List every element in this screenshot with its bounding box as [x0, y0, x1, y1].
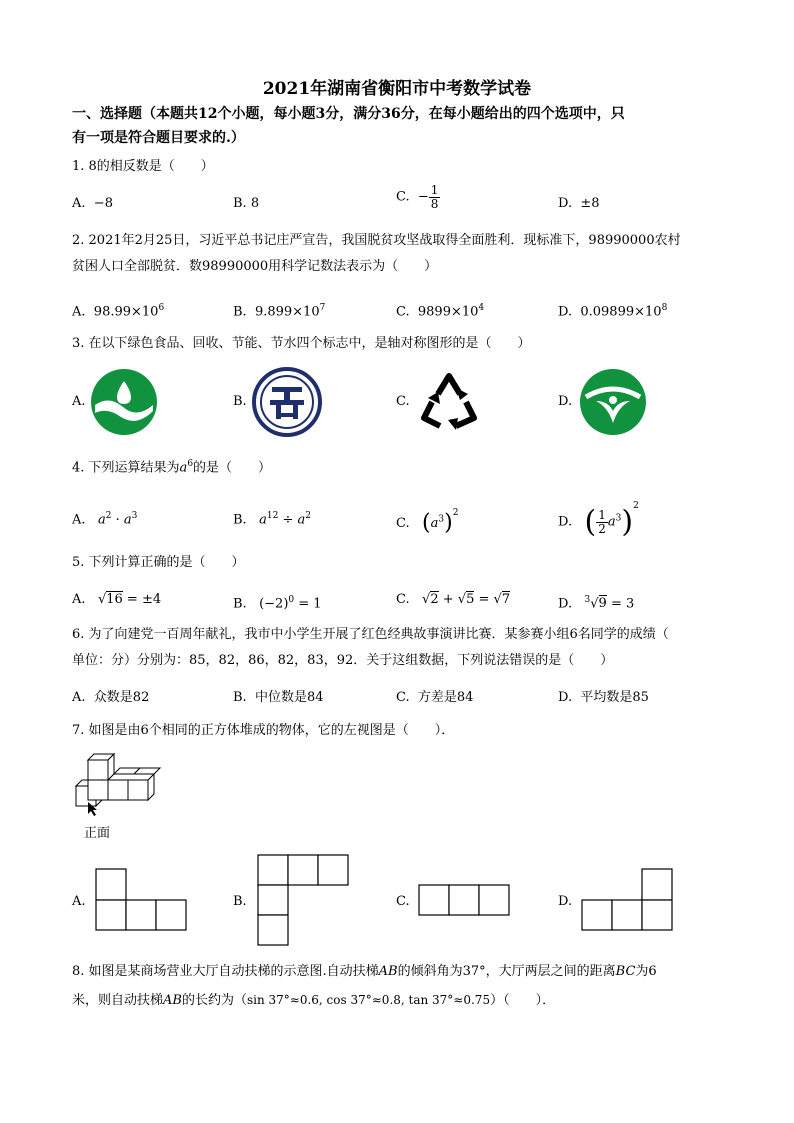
- page-title: 2021年湖南省衡阳市中考数学试卷: [262, 79, 532, 99]
- exponent: 2: [633, 501, 639, 511]
- sqrt-icon: √: [493, 592, 502, 607]
- fraction: [429, 184, 441, 211]
- variable: a: [123, 512, 132, 528]
- operator: =: [474, 592, 494, 607]
- option-label: D.: [558, 196, 573, 211]
- option-value: 9899×10: [417, 304, 479, 320]
- q4-option-c[interactable]: [396, 503, 458, 534]
- section-heading: [72, 102, 732, 150]
- option-value: 众数是82: [93, 690, 150, 705]
- q5-option-d[interactable]: [558, 590, 634, 614]
- paren-open: (: [584, 504, 597, 540]
- option-value: 平均数是85: [580, 690, 649, 705]
- operator: ÷: [282, 512, 294, 528]
- q4-option-a[interactable]: [72, 506, 137, 530]
- variable: a: [259, 512, 267, 528]
- exponent: 3: [131, 511, 138, 521]
- option-value: 0.09899×10: [580, 304, 662, 320]
- green-food-logo-icon[interactable]: [89, 367, 159, 437]
- q6-line1: 6. 为了向建党一百周年献礼，我市中小学生开展了红色经典故事演讲比赛．某参赛小组6名同学的成绩（: [72, 627, 669, 642]
- text: 8. 如图是某商场营业大厅自动扶梯的示意图.自动扶梯: [72, 964, 379, 979]
- option-label: A.: [72, 592, 86, 607]
- radicand: 2: [430, 592, 439, 607]
- root-index: 3: [584, 595, 591, 605]
- segment-ab: AB: [163, 993, 182, 1008]
- variable: a: [97, 512, 106, 528]
- energy-saving-logo-icon[interactable]: [252, 367, 322, 437]
- minus-sign: −: [417, 189, 429, 205]
- q6-line2: 单位：分）分别为：85，82，86，82，83，92．关于这组数据，下列说法错误的是（ ）: [72, 653, 614, 668]
- exponent: 4: [478, 303, 485, 313]
- variable: a: [297, 512, 306, 528]
- q1-option-b[interactable]: [233, 194, 259, 214]
- exponent: 8: [661, 303, 668, 313]
- expression-rest: = 1: [294, 596, 322, 612]
- paren-open: (: [422, 510, 431, 536]
- q2-option-a[interactable]: [72, 298, 164, 322]
- q7-option-c-figure[interactable]: [418, 884, 511, 917]
- question-2-stem: [72, 228, 732, 280]
- exponent: 2: [105, 511, 112, 521]
- text: 为6: [635, 964, 657, 979]
- sqrt-icon: √: [590, 596, 599, 612]
- expression-rest: = ±4: [126, 592, 162, 607]
- q7-option-b-figure[interactable]: [257, 854, 350, 948]
- q2-option-c[interactable]: [396, 298, 484, 322]
- trig-values: sin 37°≈0.6, cos 37°≈0.8, tan 37°≈0.75: [246, 993, 491, 1007]
- option-label: D.: [558, 514, 573, 530]
- variable: a: [179, 460, 188, 476]
- operator: +: [438, 592, 458, 607]
- text: ）（ ）．: [490, 993, 556, 1008]
- q2-line1: 2. 2021年2月25日，习近平总书记庄严宣告，我国脱贫攻坚战取得全面胜利．现标准下，98990000农村: [72, 233, 681, 248]
- option-label: D.: [558, 304, 573, 320]
- radicand: 7: [501, 592, 511, 607]
- q1-option-d[interactable]: [558, 194, 600, 214]
- exponent: 3: [615, 513, 622, 524]
- option-label: A.: [72, 512, 86, 528]
- radicand: 16: [106, 592, 123, 607]
- variable: a: [430, 516, 439, 531]
- option-label: C.: [396, 516, 410, 531]
- operator: ·: [115, 512, 120, 528]
- option-label: B.: [233, 596, 247, 612]
- q5-option-b[interactable]: [233, 590, 322, 614]
- q2-line2: 贫困人口全部脱贫．数98990000用科学记数法表示为（ ）: [72, 259, 438, 274]
- q7-option-c-label: C.: [396, 894, 410, 909]
- section-heading-line1: 一、选择题（本题共12个小题，每小题3分，满分36分，在每小题给出的四个选项中，只: [72, 106, 625, 122]
- q1-option-a[interactable]: [72, 194, 113, 214]
- q3-option-a-label: A.: [72, 394, 86, 409]
- q4-stem-text-end: 的是（ ）: [193, 460, 272, 476]
- fraction: [596, 509, 608, 536]
- question-8-stem: [72, 958, 732, 1015]
- exponent: 7: [319, 303, 326, 313]
- fraction-denominator: 2: [598, 522, 606, 536]
- option-label: B.: [233, 512, 247, 528]
- question-4-stem: [72, 451, 732, 481]
- exponent: 6: [158, 303, 165, 313]
- option-value: −8: [93, 196, 113, 211]
- q6-option-b[interactable]: [233, 688, 324, 708]
- q7-option-a-label: A.: [72, 894, 86, 909]
- q7-option-d-figure[interactable]: [581, 868, 674, 932]
- sqrt-icon: √: [422, 592, 431, 607]
- paren-close: ): [621, 504, 634, 540]
- option-label: B.: [233, 690, 247, 705]
- option-label: A.: [72, 690, 86, 705]
- q5-option-a[interactable]: [72, 590, 161, 610]
- expression-base: (−2): [259, 596, 289, 612]
- q3-option-c-label: C.: [396, 394, 410, 409]
- option-value: 8: [250, 196, 260, 211]
- q8-line2: [72, 986, 732, 1015]
- exponent: 0: [288, 595, 295, 605]
- q1-option-c[interactable]: [396, 184, 440, 211]
- q7-option-d-label: D.: [558, 894, 573, 909]
- segment-bc: BC: [615, 964, 636, 979]
- question-7-stem: 7. 如图是由6个相同的正方体堆成的物体，它的左视图是（ ）．: [72, 723, 455, 738]
- text: 米，则自动扶梯: [72, 993, 164, 1008]
- exponent: 3: [438, 514, 445, 525]
- recycle-logo-icon[interactable]: [416, 368, 482, 434]
- q4-stem-text: 4. 下列运算结果为: [72, 460, 180, 476]
- q2-option-d[interactable]: [558, 298, 667, 322]
- q3-option-b-label: B.: [233, 394, 247, 409]
- q6-option-c[interactable]: [396, 688, 473, 708]
- q8-line1: [72, 958, 732, 986]
- exponent: 12: [266, 511, 279, 521]
- option-value: 方差是84: [417, 690, 474, 705]
- segment-ab: AB: [378, 964, 398, 979]
- q2-option-b[interactable]: [233, 298, 325, 322]
- question-1-stem: 1. 8的相反数是（ ）: [72, 159, 214, 174]
- variable: a: [607, 514, 616, 530]
- exponent: 2: [305, 511, 311, 521]
- option-label: C.: [396, 304, 410, 320]
- radicand: 5: [466, 592, 475, 607]
- question-3-stem: 3. 在以下绿色食品、回收、节能、节水四个标志中，是轴对称图形的是（ ）: [72, 336, 531, 351]
- sqrt-icon: √: [457, 592, 467, 607]
- expression-rest: = 3: [606, 596, 635, 612]
- option-label: C.: [396, 189, 410, 205]
- option-label: D.: [558, 596, 573, 612]
- q5-option-c[interactable]: [396, 590, 510, 610]
- paren-close: ): [444, 510, 453, 536]
- exponent: 6: [187, 459, 194, 469]
- option-label: B.: [233, 196, 247, 211]
- water-saving-logo-icon[interactable]: [578, 367, 648, 437]
- q3-option-d-label: D.: [558, 394, 573, 409]
- option-value: 中位数是84: [254, 690, 324, 705]
- fraction-denominator: 8: [430, 197, 439, 211]
- option-label: D.: [558, 690, 573, 705]
- option-value: ±8: [580, 196, 600, 211]
- fraction-numerator: 1: [430, 183, 439, 197]
- option-label: A.: [72, 304, 86, 320]
- cube-stack-figure: [72, 752, 167, 824]
- radicand: 9: [598, 596, 607, 612]
- option-label: A.: [72, 196, 86, 211]
- q6-option-d[interactable]: [558, 688, 649, 708]
- fraction-numerator: 1: [598, 508, 606, 522]
- option-value: 98.99×10: [93, 304, 159, 320]
- option-label: C.: [396, 592, 410, 607]
- section-heading-line2: 有一项是符合题目要求的.）: [72, 130, 245, 146]
- q4-option-d[interactable]: [558, 496, 639, 540]
- question-5-stem: 5. 下列计算正确的是（ ）: [72, 555, 245, 570]
- option-label: C.: [396, 690, 410, 705]
- q7-option-b-label: B.: [233, 894, 247, 909]
- q4-option-b[interactable]: [233, 506, 311, 530]
- option-value: 9.899×10: [254, 304, 320, 320]
- exponent: 2: [452, 508, 459, 518]
- option-label: B.: [233, 304, 247, 320]
- q7-option-a-figure[interactable]: [95, 868, 188, 932]
- front-view-label: 正面: [84, 826, 111, 841]
- question-6-stem: [72, 622, 732, 674]
- text: 的倾斜角为37°，大厅两层之间的距离: [397, 964, 616, 979]
- text: 的长约为（: [181, 993, 247, 1008]
- sqrt-icon: √: [97, 592, 107, 607]
- q6-option-a[interactable]: [72, 688, 149, 708]
